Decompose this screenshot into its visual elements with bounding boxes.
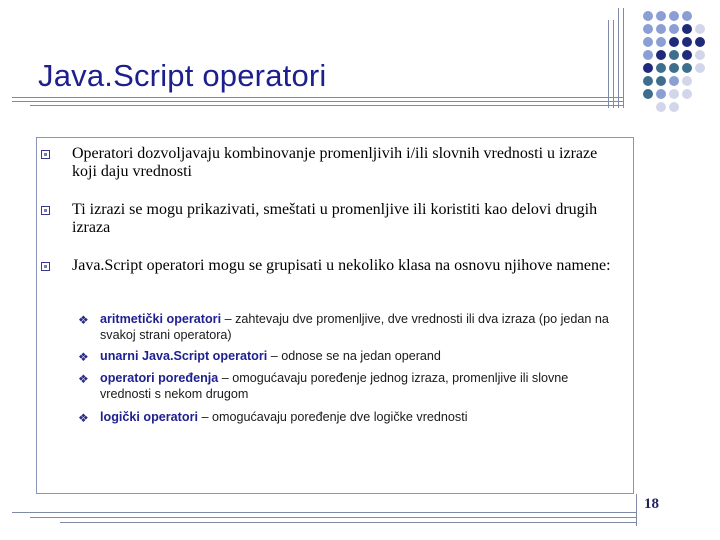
title-underline: [12, 97, 624, 98]
decor-vertical-line: [613, 20, 614, 108]
sub-bullet-desc: – odnose se na jedan operand: [267, 349, 441, 363]
slide-title: Java.Script operatori: [38, 58, 327, 93]
decor-vertical-line: [623, 8, 624, 108]
diamond-bullet-icon: ❖: [78, 313, 89, 327]
sub-bullet-term: aritmetički operatori: [100, 312, 222, 326]
sub-bullet-desc: – zahtevaju dve promenljive, dve vrednosti ili dva izraza (po jedan na svakoj strani operatora): [100, 312, 609, 342]
footer-divider: [636, 494, 637, 526]
sub-bullet-item: [100, 371, 620, 402]
square-bullet-icon: [41, 262, 50, 271]
bullet-text: Operatori dozvoljavaju kombinovanje promenljivih i/ili slovnih vrednosti u izraze koji daju vrednosti: [72, 145, 598, 180]
footer-line: [12, 512, 637, 513]
title-underline: [12, 101, 624, 102]
square-bullet-icon: [41, 150, 50, 159]
diamond-bullet-icon: ❖: [78, 350, 89, 364]
dot-grid-icon: [632, 8, 716, 120]
diamond-bullet-icon: ❖: [78, 411, 89, 425]
bullet-text: Ti izrazi se mogu prikazivati, smeštati u promenljive ili koristiti kao delovi drugih izraza: [72, 201, 598, 236]
sub-bullet-item: [100, 349, 620, 365]
sub-bullet-desc: – omogućavaju poređenje jednog izraza, promenljive ili slovne vrednosti s nekom drugom: [100, 371, 569, 401]
sub-bullet-term: logički operatori: [100, 410, 198, 424]
sub-bullet-item: [100, 410, 620, 426]
title-underline: [30, 105, 624, 106]
sub-bullet-item: [100, 312, 620, 343]
diamond-bullet-icon: ❖: [78, 372, 89, 386]
decor-vertical-line: [608, 20, 609, 108]
page-number: 18: [644, 496, 659, 512]
square-bullet-icon: [41, 206, 50, 215]
decor-vertical-line: [618, 8, 619, 108]
bullet-text: Java.Script operatori mogu se grupisati u nekoliko klasa na osnovu njihove namene:: [72, 257, 611, 274]
footer-line: [30, 517, 637, 518]
sub-bullet-desc: – omogućavaju poređenje dve logičke vrednosti: [197, 410, 468, 424]
sub-bullet-term: operatori poređenja: [100, 371, 219, 385]
sub-bullet-term: unarni Java.Script operatori: [100, 349, 268, 363]
footer-line: [60, 522, 637, 523]
